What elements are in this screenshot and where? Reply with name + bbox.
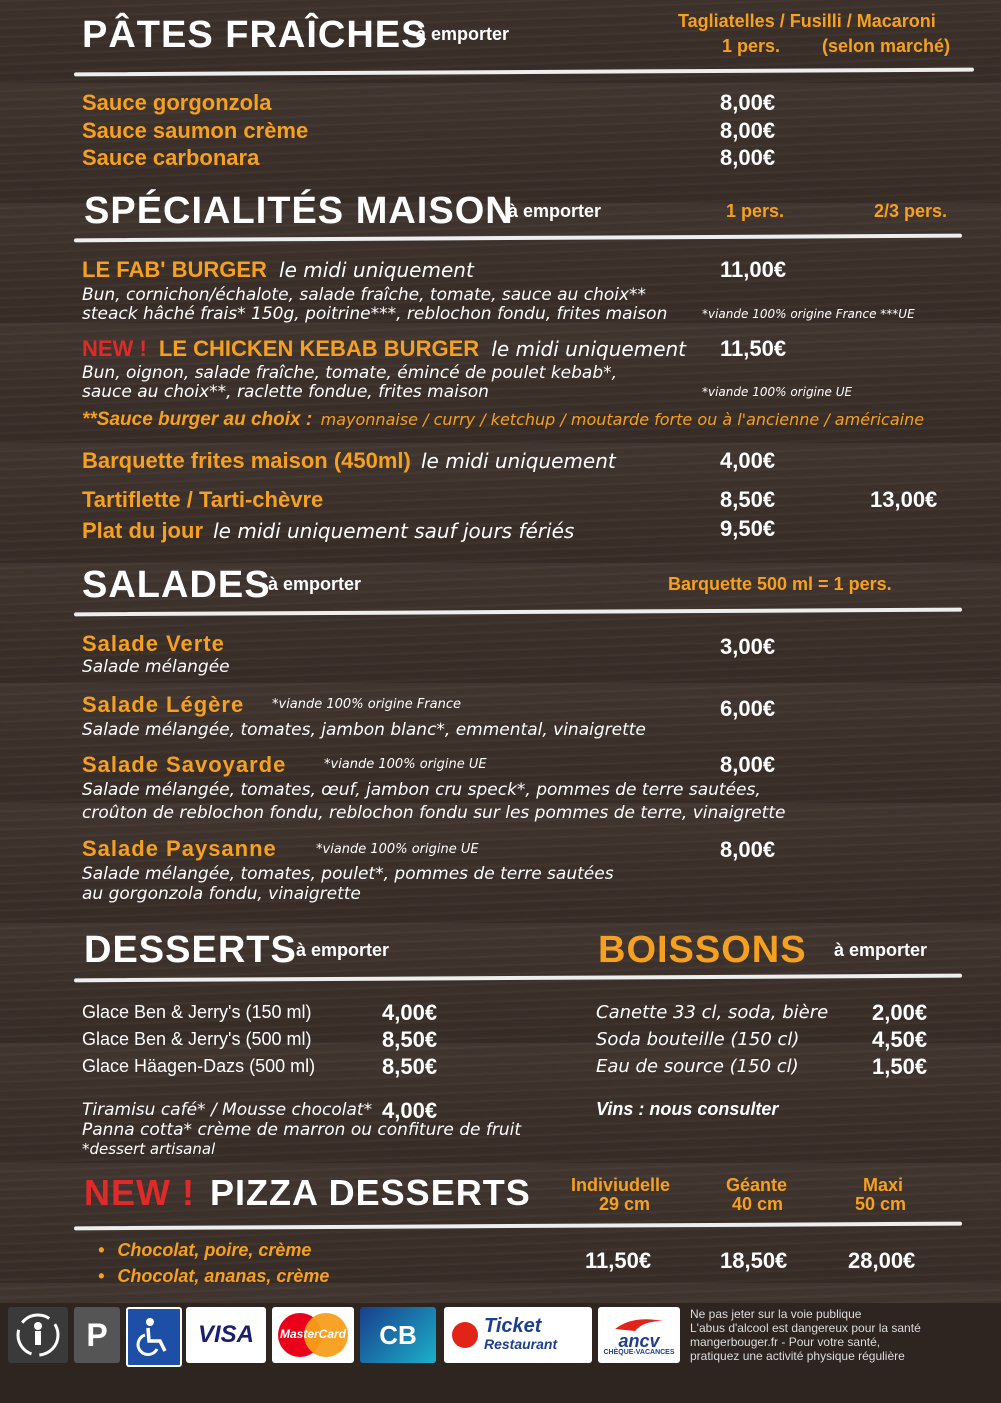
burger1-desc2: steack hâché frais* 150g, poitrine***, reblochon fondu, frites maison [82, 304, 668, 324]
pizza-title-line [84, 1172, 531, 1214]
bullet-icon: • [98, 1240, 105, 1260]
new-badge: NEW ! [82, 336, 147, 361]
plat-name: Plat du jour [82, 518, 203, 543]
salade-origin-note: *viande 100% origine UE [324, 757, 487, 772]
desserts-title: DESSERTS [84, 929, 297, 971]
dessert-price: 8,50€ [382, 1054, 438, 1079]
salade-price: 8,00€ [720, 837, 776, 862]
salade-price: 6,00€ [720, 696, 776, 721]
ancv-sub-label: CHÈQUE-VACANCES [603, 1348, 675, 1356]
pizza-divider [74, 1222, 962, 1231]
boissons-title: BOISSONS [598, 929, 807, 971]
visa-logo: VISA [186, 1307, 266, 1363]
mastercard-label: MasterCard [279, 1327, 347, 1341]
ancv-label: ancv [618, 1330, 660, 1351]
specialites-col-23pers: 2/3 pers. [874, 201, 948, 221]
wheelchair-icon [126, 1307, 182, 1367]
cb-logo: CB [360, 1307, 436, 1363]
new-badge: NEW ! [84, 1172, 195, 1213]
pizza-item-label: Chocolat, poire, crème [117, 1240, 312, 1260]
burger1-line [82, 257, 474, 283]
dessert-name: Glace Ben & Jerry's (150 ml) [82, 1002, 312, 1022]
frites-suffix: le midi uniquement [421, 449, 616, 473]
boisson-price: 2,00€ [872, 1000, 928, 1025]
salade-origin-note: *viande 100% origine France [272, 697, 462, 712]
burger2-origin-note: *viande 100% origine UE [702, 385, 853, 399]
burger1-origin-note: *viande 100% origine France ***UE [702, 307, 915, 321]
burger2-price: 11,50€ [720, 336, 787, 361]
burger1-name: LE FAB' BURGER [82, 257, 267, 282]
tartiflette-name: Tartiflette / Tarti-chèvre [82, 487, 324, 512]
frites-price: 4,00€ [720, 448, 776, 473]
mastercard-logo [272, 1307, 354, 1363]
desserts-boissons-divider [74, 974, 962, 983]
pizza-col-b: 40 cm [732, 1194, 784, 1214]
pates-title: PÂTES FRAÎCHES [82, 14, 428, 56]
tartiflette-price-23: 13,00€ [870, 487, 938, 512]
pizza-item-label: Chocolat, ananas, crème [117, 1266, 330, 1286]
burger2-line [82, 336, 686, 362]
boisson-name: Eau de source (150 cl) [596, 1056, 799, 1077]
pates-item-price: 8,00€ [720, 90, 776, 115]
sauce-line [82, 409, 924, 431]
boissons-emporter: à emporter [834, 940, 928, 960]
dessert-price: 4,00€ [382, 1000, 438, 1025]
desserts-emporter: à emporter [296, 940, 390, 960]
salade-desc: Salade mélangée, tomates, œuf, jambon cru speck*, pommes de terre sautées, [82, 780, 761, 800]
pizza-price: 11,50€ [585, 1248, 652, 1273]
boisson-price: 1,50€ [872, 1054, 928, 1079]
restaurant-label: Restaurant [484, 1336, 558, 1352]
burger1-price: 11,00€ [720, 257, 787, 282]
pizza-col-a: Géante [726, 1175, 788, 1195]
pates-item-name: Sauce gorgonzola [82, 90, 272, 115]
specialites-col-1pers: 1 pers. [726, 201, 785, 221]
salade-desc: au gorgonzola fondu, vinaigrette [82, 884, 361, 904]
salade-origin-note: *viande 100% origine UE [316, 842, 479, 857]
specialites-emporter: à emporter [508, 201, 602, 221]
salade-price: 3,00€ [720, 634, 776, 659]
burger1-desc1: Bun, cornichon/échalote, salade fraîche, tomate, sauce au choix** [82, 285, 647, 305]
pizza-col-a: Indiviudelle [571, 1175, 671, 1195]
salade-price: 8,00€ [720, 752, 776, 777]
salade-name: Salade Légère [82, 692, 245, 717]
ticket-label: Ticket [484, 1315, 542, 1337]
tartiflette-price-1: 8,50€ [720, 487, 776, 512]
pizza-col-b: 29 cm [599, 1194, 651, 1214]
salades-col: Barquette 500 ml = 1 pers. [668, 574, 892, 594]
plat-suffix: le midi uniquement sauf jours fériés [213, 519, 575, 543]
legal-text-4: pratiquez une activité physique régulière [690, 1349, 905, 1363]
pates-divider [74, 68, 974, 77]
sauce-label: **Sauce burger au choix : [82, 409, 313, 430]
dessert-name: Glace Häagen-Dazs (500 ml) [82, 1056, 316, 1076]
pates-col-marche: (selon marché) [822, 36, 951, 56]
parking-icon: P [74, 1307, 120, 1363]
pates-col-1pers: 1 pers. [722, 36, 781, 56]
salade-desc: Salade mélangée, tomates, jambon blanc*, emmental, vinaigrette [82, 720, 646, 740]
boisson-price: 4,50€ [872, 1027, 928, 1052]
recycle-icon [8, 1307, 68, 1363]
legal-text-3: mangerbouger.fr - Pour votre santé, [690, 1335, 881, 1349]
burger2-name: LE CHICKEN KEBAB BURGER [158, 336, 480, 361]
salades-emporter: à emporter [268, 574, 362, 594]
frites-line [82, 448, 616, 474]
salades-divider [74, 608, 962, 617]
dessert-artisanal-note: *dessert artisanal [82, 1140, 216, 1158]
pates-item-price: 8,00€ [720, 118, 776, 143]
pizza-col-a: Maxi [863, 1175, 904, 1195]
pates-item-price: 8,00€ [720, 145, 776, 170]
legal-text-1: Ne pas jeter sur la voie publique [690, 1307, 862, 1321]
dessert-name: Glace Ben & Jerry's (500 ml) [82, 1029, 312, 1049]
pizza-price: 28,00€ [848, 1248, 916, 1273]
pates-item-name: Sauce carbonara [82, 145, 260, 170]
plat-price: 9,50€ [720, 516, 776, 541]
boisson-name: Canette 33 cl, soda, bière [596, 1002, 829, 1023]
pates-emporter: à emporter [416, 24, 510, 44]
pizza-title: PIZZA DESSERTS [210, 1172, 531, 1213]
salade-desc: Salade mélangée, tomates, poulet*, pommes de terre sautées [82, 864, 614, 884]
panna-cotta: Panna cotta* crème de marron ou confiture de fruit [82, 1120, 522, 1140]
bullet-icon: • [98, 1266, 105, 1286]
ticket-restaurant-logo [444, 1307, 592, 1363]
pizza-item [98, 1240, 311, 1261]
pizza-price: 18,50€ [720, 1248, 788, 1273]
burger2-desc1: Bun, oignon, salade fraîche, tomate, émincé de poulet kebab*, [82, 363, 618, 383]
sauce-list: mayonnaise / curry / ketchup / moutarde forte ou à l'ancienne / américaine [320, 410, 925, 429]
vins-note: Vins : nous consulter [596, 1099, 779, 1119]
salade-name: Salade Paysanne [82, 836, 277, 861]
tiramisu-price: 4,00€ [382, 1098, 438, 1123]
plat-line [82, 518, 574, 544]
pates-col-header: Tagliatelles / Fusilli / Macaroni [678, 11, 936, 31]
specialites-title: SPÉCIALITÉS MAISON [84, 190, 514, 232]
dessert-price: 8,50€ [382, 1027, 438, 1052]
ancv-logo [598, 1307, 680, 1363]
burger2-suffix: le midi uniquement [491, 337, 687, 361]
legal-text-2: L'abus d'alcool est dangereux pour la santé [690, 1321, 921, 1335]
salade-desc: croûton de reblochon fondu, reblochon fondu sur les pommes de terre, vinaigrette [82, 803, 786, 823]
salades-title: SALADES [82, 564, 271, 606]
salade-name: Salade Savoyarde [82, 752, 287, 777]
salade-name: Salade Verte [82, 631, 225, 656]
boisson-name: Soda bouteille (150 cl) [596, 1029, 800, 1050]
burger2-desc2: sauce au choix**, raclette fondue, frites maison [82, 382, 489, 402]
pizza-col-b: 50 cm [855, 1194, 907, 1214]
tiramisu: Tiramisu café* / Mousse chocolat* [82, 1100, 373, 1120]
specialites-divider [74, 234, 962, 243]
frites-name: Barquette frites maison (450ml) [82, 448, 411, 473]
salade-desc: Salade mélangée [82, 657, 230, 677]
pizza-item [98, 1266, 329, 1287]
pates-item-name: Sauce saumon crème [82, 118, 309, 143]
burger1-suffix: le midi uniquement [279, 258, 474, 282]
